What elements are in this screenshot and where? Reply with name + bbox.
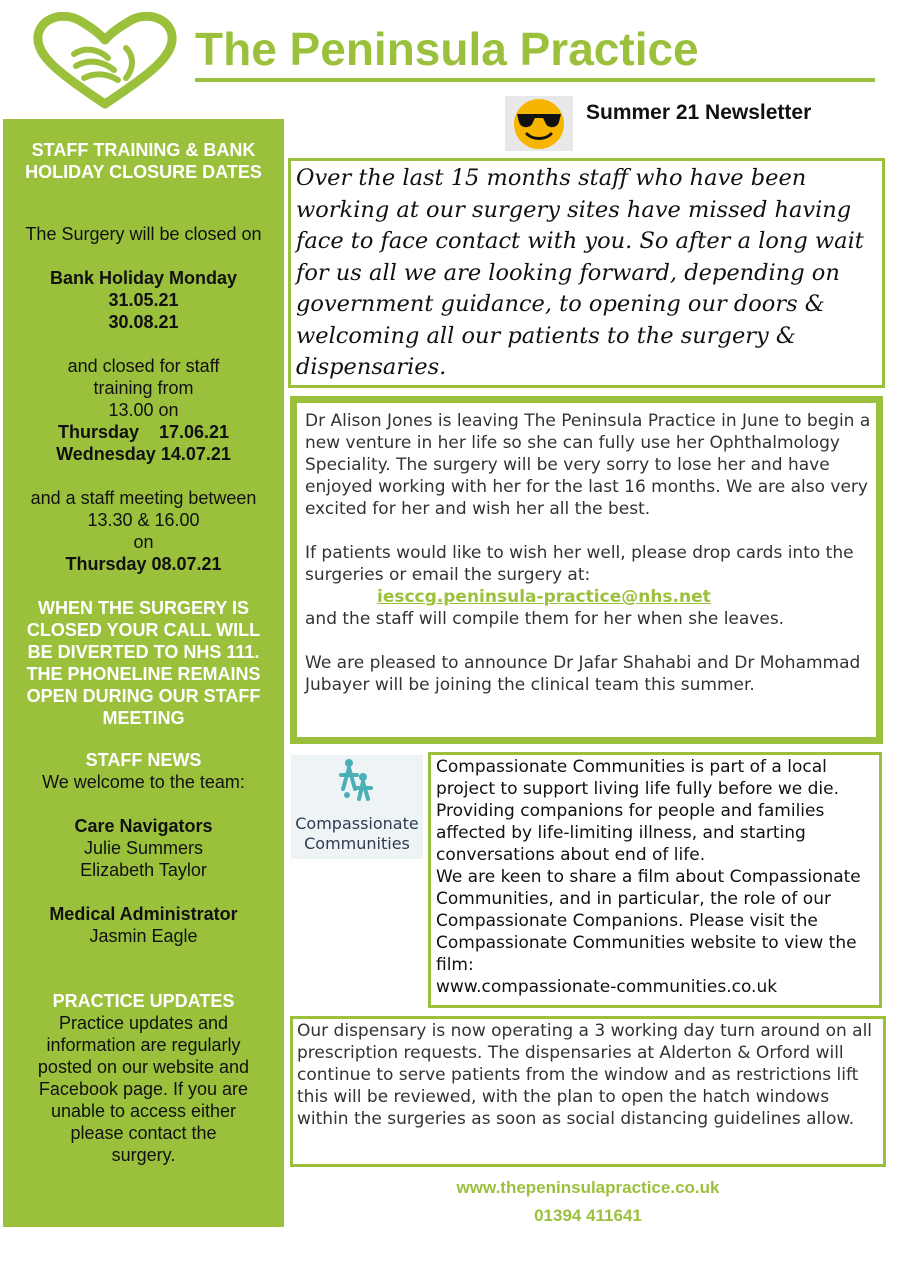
- compassionate-communities-logo: [291, 755, 423, 859]
- staff-news-intro: We welcome to the team:: [42, 772, 245, 792]
- closure-date-1: 31.05.21: [108, 290, 179, 310]
- footer-website[interactable]: www.thepeninsulapractice.co.uk: [456, 1178, 720, 1197]
- new-doctors-paragraph: We are pleased to announce Dr Jafar Shahabi and Dr Mohammad Jubayer will be joining the clinical team this summer.: [305, 653, 861, 695]
- dispensary-text: Our dispensary is now operating a 3 working day turn around on all prescription requests. The dispensaries at Alderton & Orford will continue to serve patients from the window and as restrictions lift this will be reviewed, with the plan to open the hatch windows within the surgeries as soon as social distancing guidelines allow.: [297, 1021, 873, 1129]
- sunglasses-emoji-icon: [505, 96, 573, 151]
- closed-intro: The Surgery will be closed on: [25, 224, 262, 244]
- email-link[interactable]: iesccg.peninsula-practice@nhs.net: [377, 587, 711, 607]
- practice-updates-text: Practice updates and information are regularly posted on our website and Facebook page. If you are unable to access either please contact the surgery.: [37, 1013, 250, 1165]
- closure-notice: WHEN THE SURGERY IS CLOSED YOUR CALL WILL BE DIVERTED TO NHS 111. THE PHONELINE REMAINS OPEN DURING OUR STAFF MEETING: [26, 598, 261, 728]
- compassionate-communities-box: [428, 752, 882, 1008]
- training-date-2: Wednesday 14.07.21: [56, 444, 231, 464]
- training-time: 13.00 on: [108, 400, 179, 420]
- meeting-on: on: [133, 532, 154, 552]
- medical-admin-name: Jasmin Eagle: [89, 926, 198, 946]
- medical-admin-heading: Medical Administrator: [49, 904, 238, 924]
- meeting-intro: and a staff meeting between 13.30 & 16.00: [30, 488, 257, 530]
- intro-text: Over the last 15 months staff who have been working at our surgery sites have missed having face to face contact with you. So after a long wait for us all we are looking forward, depending on government guidance, to opening our doors & welcoming all our patients to the surgery & dispensaries.: [296, 165, 864, 380]
- wish-well-paragraph-end: and the staff will compile them for her when she leaves.: [305, 609, 785, 629]
- doctor-news-box: [290, 396, 883, 744]
- cc-film-paragraph: We are keen to share a film about Compassionate Communities, and in particular, the role of our Compassionate Companions. Please visit the Compassionate Communities website to view the film:: [436, 867, 861, 975]
- bank-holiday-label: Bank Holiday Monday: [49, 268, 238, 288]
- staff-news-heading: STAFF NEWS: [85, 750, 202, 770]
- sidebar: [3, 119, 284, 1227]
- cc-logo-line-2: Communities: [304, 834, 410, 853]
- meeting-date: Thursday 08.07.21: [65, 554, 222, 574]
- wish-well-paragraph: If patients would like to wish her well, please drop cards into the surgeries or email the surgery at:: [305, 543, 854, 585]
- cc-website-link[interactable]: www.compassionate-communities.co.uk: [436, 977, 778, 997]
- care-navigator-name: Elizabeth Taylor: [80, 860, 207, 880]
- footer-phone: 01394 411641: [534, 1206, 642, 1225]
- practice-updates-heading: PRACTICE UPDATES: [52, 991, 235, 1011]
- newsletter-title: Summer 21 Newsletter: [586, 101, 812, 124]
- title-underline: [195, 78, 875, 82]
- heart-hands-logo: [30, 12, 180, 112]
- care-navigator-name: Julie Summers: [83, 838, 204, 858]
- care-navigators-heading: Care Navigators: [74, 816, 213, 836]
- doctor-leaving-paragraph: Dr Alison Jones is leaving The Peninsula Practice in June to begin a new venture in her life so she can fully use her Ophthalmology Speciality. The surgery will be very sorry to lose her and have enjoyed working with her for the last 16 months. We are also very excited for her and wish her all the best.: [305, 411, 871, 519]
- cc-logo-line-1: Compassionate: [295, 814, 419, 833]
- intro-box: [288, 158, 885, 388]
- training-intro: and closed for staff training from: [67, 356, 220, 398]
- dispensary-box: [290, 1016, 886, 1167]
- practice-title: The Peninsula Practice: [195, 23, 699, 75]
- training-date-1: Thursday 17.06.21: [57, 422, 230, 442]
- training-heading: STAFF TRAINING & BANK HOLIDAY CLOSURE DATES: [25, 140, 262, 182]
- cc-intro-paragraph: Compassionate Communities is part of a local project to support living life fully before we die. Providing companions for people and families affected by life-limiting illness, and starting conversations about end of life.: [436, 757, 839, 865]
- closure-date-2: 30.08.21: [108, 312, 179, 332]
